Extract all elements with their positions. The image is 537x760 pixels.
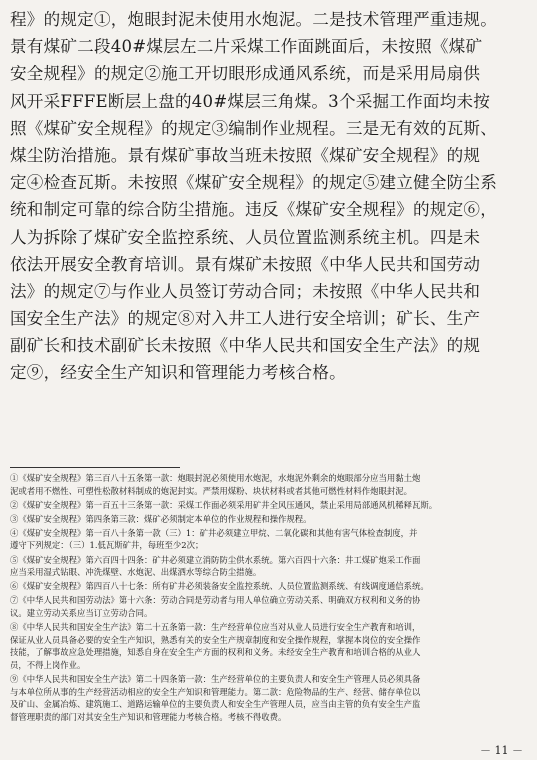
footnote-line: ①《煤矿安全规程》第三百八十五条第一款：炮眼封泥必须使用水炮泥，水炮泥外剩余的炮眼部分应当用黏土炮	[10, 473, 421, 483]
body-line: 风开采FFFE断层上盘的40#煤层三角煤。3个采掘工作面均未按	[10, 91, 491, 111]
footnote-line: 泥或者用不燃性、可塑性松散材料制成的炮泥封实。严禁用煤粉、块状材料或者其他可燃性材料作炮眼封泥。	[10, 485, 412, 496]
body-line: 程》的规定①，炮眼封泥未使用水炮泥。二是技术管理严重违规。	[10, 10, 498, 29]
footnote-9	[10, 673, 528, 723]
footnote-line: ⑤《煤矿安全规程》第六百四十四条：矿井必须建立消防防尘供水系统。第六百四十六条：井工煤矿炮采工作面	[10, 554, 421, 565]
footnote-1	[10, 472, 528, 497]
footnote-line: 及矿山、金属冶炼、建筑施工、道路运输单位的主要负责人和安全生产管理人员，应当由主管的负有安全生产监	[10, 699, 421, 710]
footnote-line: ⑨《中华人民共和国安全生产法》第二十四条第一款：生产经营单位的主要负责人和安全生产管理人员必须具备	[10, 673, 421, 684]
page-number: － 11 －	[480, 744, 523, 757]
footnote-7	[10, 594, 528, 619]
footnote-line: 应当采用湿式钻眼、冲洗煤壁、水炮泥、出煤洒水等综合防尘措施。	[10, 567, 262, 578]
footnote-4	[10, 527, 528, 552]
body-line: 定④检查瓦斯。未按照《煤矿安全规程》的规定⑤建立健全防尘系	[10, 173, 498, 193]
footnote-line: ⑦《中华人民共和国劳动法》第十六条：劳动合同是劳动者与用人单位确立劳动关系、明确双方权利和义务的协	[10, 595, 421, 606]
footnote-line: ④《煤矿安全规程》第一百八十条第一款（三）1：矿井必须建立甲烷、二氧化碳和其他有害气体检查制度，并	[10, 527, 418, 538]
footnote-line: 保证从业人员具备必要的安全生产知识，熟悉有关的安全生产规章制度和安全操作规程，掌握本岗位的安全操作	[10, 634, 421, 645]
body-text	[10, 6, 525, 387]
footnote-line: 督管理职责的部门对其安全生产知识和管理能力考核合格。考核不得收费。	[10, 711, 287, 722]
footnote-line: 遵守下列规定：（三）1.低瓦斯矿井，每班至少2次；	[10, 540, 204, 551]
footnote-line: 议。建立劳动关系应当订立劳动合同。	[10, 607, 153, 618]
footnote-line: ③《煤矿安全规程》第四条第三款：煤矿必须制定本单位的作业规程和操作规程。	[10, 513, 312, 524]
footnote-line: 与本单位所从事的生产经营活动相应的安全生产知识和管理能力。第二款：危险物品的生产、经营、储存单位以	[10, 686, 421, 697]
body-line: 统和制定可靠的综合防尘措施。违反《煤矿安全规程》的规定⑥，	[10, 200, 498, 220]
footnotes	[10, 472, 528, 725]
footnote-8	[10, 621, 528, 671]
footnote-line: ⑧《中华人民共和国安全生产法》第二十五条第一款：生产经营单位应当对从业人员进行安全生产教育和培训，	[10, 622, 421, 633]
footnote-line: ⑥《煤矿安全规程》第四百八十七条：所有矿井必须装备安全监控系统、人员位置监测系统、有线调度通信系统。	[10, 581, 429, 592]
body-line: 副矿长和技术副矿长未按照《中华人民共和国安全生产法》的规	[10, 336, 481, 356]
footnote-line: ②《煤矿安全规程》第一百五十三条第一款：采煤工作面必须采用矿井全风压通风，禁止采用局部通风机稀释瓦斯。	[10, 499, 438, 510]
footnote-5	[10, 554, 528, 579]
footnote-line: 技能，了解事故应急处理措施，知悉自身在安全生产方面的权利和义务。未经安全生产教育和培训合格的从业人	[10, 647, 421, 658]
body-line: 国安全生产法》的规定⑧对入井工人进行安全培训；矿长、生产	[10, 309, 481, 329]
footnote-line: 员，不得上岗作业。	[10, 659, 86, 670]
body-line: 煤尘防治措施。景有煤矿事故当班未按照《煤矿安全规程》的规	[10, 145, 481, 165]
body-line: 人为拆除了煤矿安全监控系统、人员位置监测系统主机。四是未	[10, 227, 481, 247]
body-line: 照《煤矿安全规程》的规定③编制作业规程。三是无有效的瓦斯、	[10, 118, 498, 138]
body-line: 依法开展安全教育培训。景有煤矿未按照《中华人民共和国劳动	[10, 254, 481, 274]
footnote-2	[10, 499, 528, 512]
footnote-3	[10, 513, 528, 526]
body-line: 定⑨，经安全生产知识和管理能力考核合格。	[10, 363, 346, 383]
body-line: 安全规程》的规定②施工开切眼形成通风系统，而是采用局扇供	[10, 64, 481, 84]
footnote-6	[10, 580, 528, 593]
footnote-divider	[10, 467, 180, 468]
body-line: 景有煤矿二段40#煤层左二片采煤工作面跳面后，未按照《煤矿	[10, 37, 483, 57]
body-line: 法》的规定⑦与作业人员签订劳动合同；未按照《中华人民共和	[10, 281, 481, 301]
